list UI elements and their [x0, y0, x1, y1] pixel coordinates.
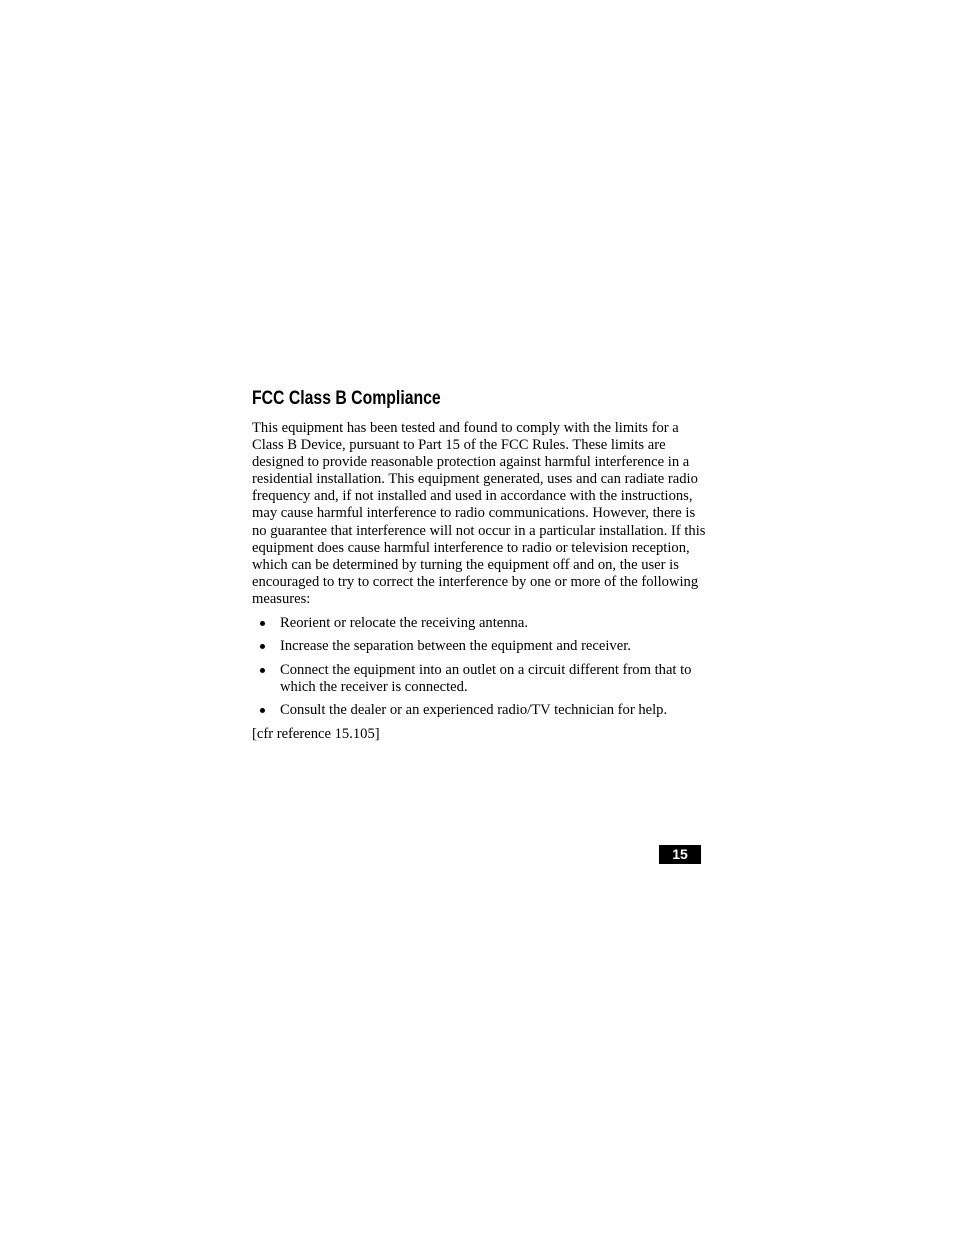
paragraph-line: which can be determined by turning the equipment off and on, the user is: [252, 556, 679, 573]
list-item: [252, 662, 712, 696]
list-item-text: Connect the equipment into an outlet on a circuit different from that to: [280, 661, 692, 678]
paragraph-line: no guarantee that interference will not occur in a particular installation. If this: [252, 522, 706, 539]
paragraph-line: equipment does cause harmful interference to radio or television reception,: [252, 539, 690, 556]
paragraph-line: Class B Device, pursuant to Part 15 of the FCC Rules. These limits are: [252, 437, 666, 454]
page-number-badge: 15: [659, 845, 701, 864]
bullet-icon: [260, 621, 265, 626]
cfr-reference: [cfr reference 15.105]: [252, 726, 380, 742]
paragraph-line: may cause harmful interference to radio communications. However, there is: [252, 505, 696, 522]
paragraph-line: This equipment has been tested and found to comply with the limits for a: [252, 420, 679, 436]
list-item: [252, 615, 712, 632]
paragraph-line: encouraged to try to correct the interference by one or more of the following: [252, 573, 699, 590]
bullet-icon: [260, 668, 265, 673]
paragraph-line: frequency and, if not installed and used in accordance with the instructions,: [252, 488, 693, 505]
bullet-icon: [260, 644, 265, 649]
paragraph-line: residential installation. This equipment generated, uses and can radiate radio: [252, 471, 698, 488]
measures-list: [252, 615, 712, 726]
list-item-text: which the receiver is connected.: [280, 678, 468, 695]
paragraph-line: designed to provide reasonable protection against harmful interference in a: [252, 454, 690, 471]
list-item-text: Increase the separation between the equipment and receiver.: [280, 638, 631, 655]
section-heading: FCC Class B Compliance: [252, 387, 441, 409]
compliance-paragraph: [252, 420, 712, 608]
paragraph-line: measures:: [252, 590, 311, 607]
list-item-text: Reorient or relocate the receiving antenna.: [280, 615, 528, 631]
list-item: [252, 638, 712, 655]
list-item: [252, 702, 712, 719]
bullet-icon: [260, 708, 265, 713]
list-item-text: Consult the dealer or an experienced radio/TV technician for help.: [280, 702, 668, 719]
